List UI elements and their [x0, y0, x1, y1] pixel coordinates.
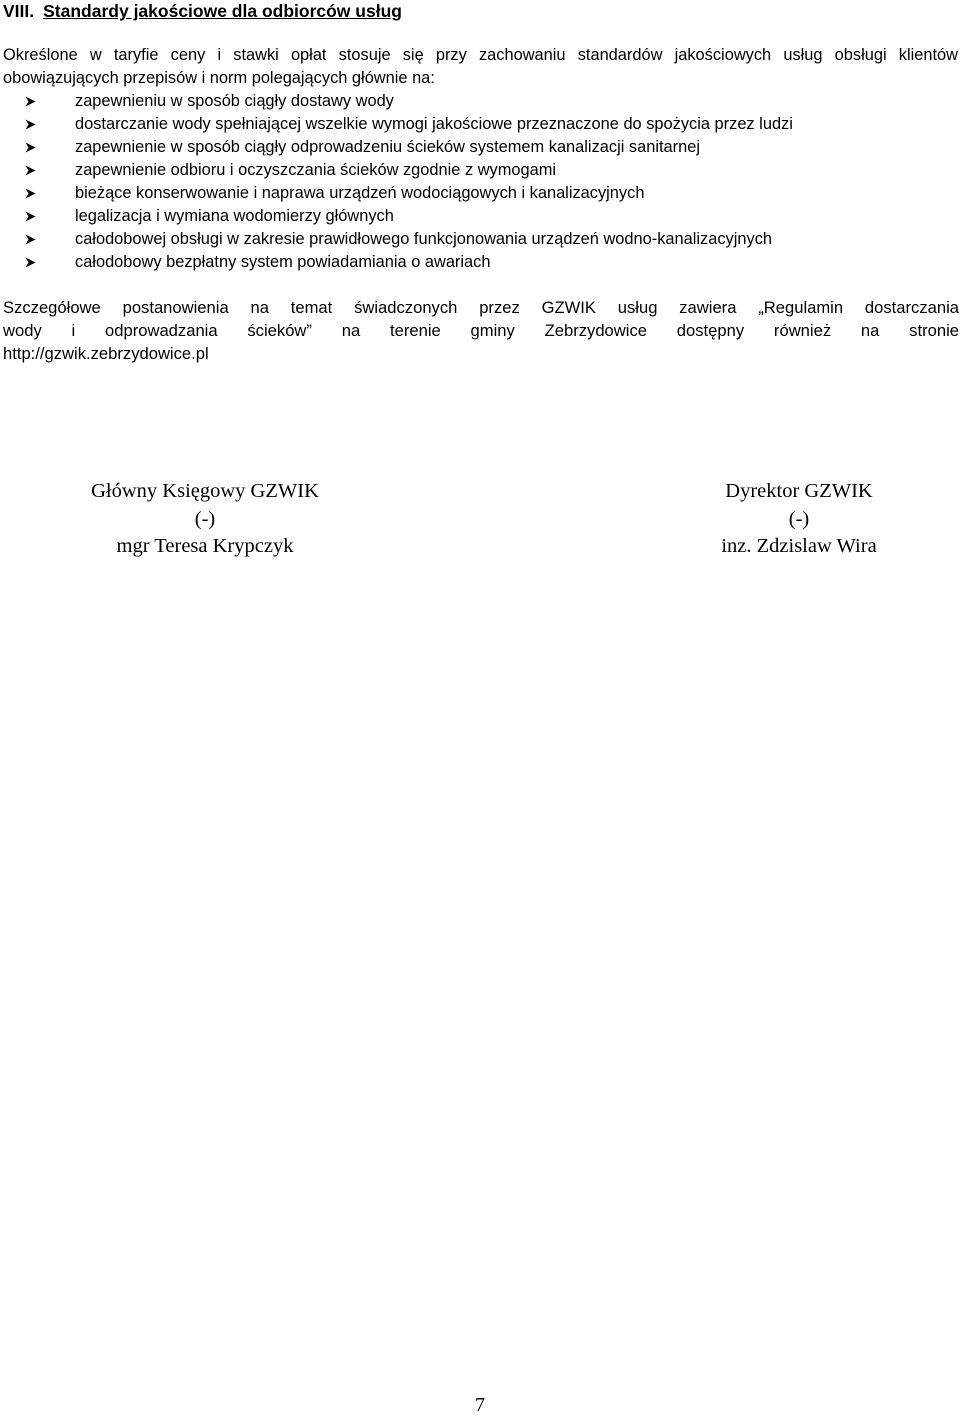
list-item-text: dostarczanie wody spełniającej wszelkie wymogi jakościowe przeznaczone do spożycia przez ludzi	[75, 115, 793, 133]
intro-paragraph	[3, 44, 958, 90]
list-item	[0, 182, 960, 205]
details-line-1: Szczegółowe postanowienia na temat świadczonych przez GZWIK usług zawiera „Regulamin dostarczania	[3, 298, 959, 317]
page-number: 7	[475, 1394, 485, 1416]
list-item-text: zapewnienie w sposób ciągły odprowadzeniu ścieków systemem kanalizacji sanitarnej	[75, 138, 700, 156]
section-heading	[3, 0, 402, 22]
section-number: VIII.	[3, 1, 35, 21]
list-item	[0, 251, 960, 274]
signature-block-accountant	[72, 478, 338, 561]
arrowhead-bullet-icon	[25, 257, 36, 268]
list-item-text: całodobowy bezpłatny system powiadamiania o awariach	[75, 253, 491, 271]
signature-name: mgr Teresa Krypczyk	[116, 535, 294, 557]
arrowhead-bullet-icon	[25, 234, 36, 245]
list-item-text: całodobowej obsługi w zakresie prawidłowego funkcjonowania urządzeń wodno-kanalizacyjnych	[75, 230, 773, 248]
website-link[interactable]: http://gzwik.zebrzydowice.pl	[3, 344, 209, 363]
arrowhead-bullet-icon	[25, 165, 36, 176]
section-title: Standardy jakościowe dla odbiorców usług	[43, 1, 402, 21]
arrowhead-bullet-icon	[25, 142, 36, 153]
list-item-text: legalizacja i wymiana wodomierzy głównych	[75, 207, 394, 225]
standards-list	[0, 90, 960, 274]
list-item	[0, 90, 960, 113]
signature-mark: (-)	[194, 507, 216, 530]
list-item	[0, 205, 960, 228]
signature-mark: (-)	[788, 507, 810, 530]
list-item	[0, 113, 960, 136]
arrowhead-bullet-icon	[25, 211, 36, 222]
signature-block-director	[704, 478, 894, 561]
list-item	[0, 136, 960, 159]
arrowhead-bullet-icon	[25, 188, 36, 199]
signature-name: inz. Zdzislaw Wira	[721, 535, 877, 557]
arrowhead-bullet-icon	[25, 119, 36, 130]
details-line-2: wody i odprowadzania ścieków” na terenie gminy Zebrzydowice dostępny również na stronie	[3, 321, 959, 340]
signature-role: Dyrektor GZWIK	[725, 480, 873, 502]
list-item-text: zapewnienie odbioru i oczyszczania ścieków zgodnie z wymogami	[75, 161, 557, 179]
list-item	[0, 159, 960, 182]
intro-text: Określone w taryfie ceny i stawki opłat stosuje się przy zachowaniu standardów jakościowych usług obsługi klientów obowiązujących przepisów i norm polegających głównie na:	[3, 46, 958, 87]
signature-role: Główny Księgowy GZWIK	[91, 480, 319, 502]
list-item-text: zapewnieniu w sposób ciągły dostawy wody	[75, 92, 394, 110]
details-paragraph	[3, 296, 959, 365]
list-item-text: bieżące konserwowanie i naprawa urządzeń wodociągowych i kanalizacyjnych	[75, 184, 645, 202]
list-item	[0, 228, 960, 251]
arrowhead-bullet-icon	[25, 96, 36, 107]
